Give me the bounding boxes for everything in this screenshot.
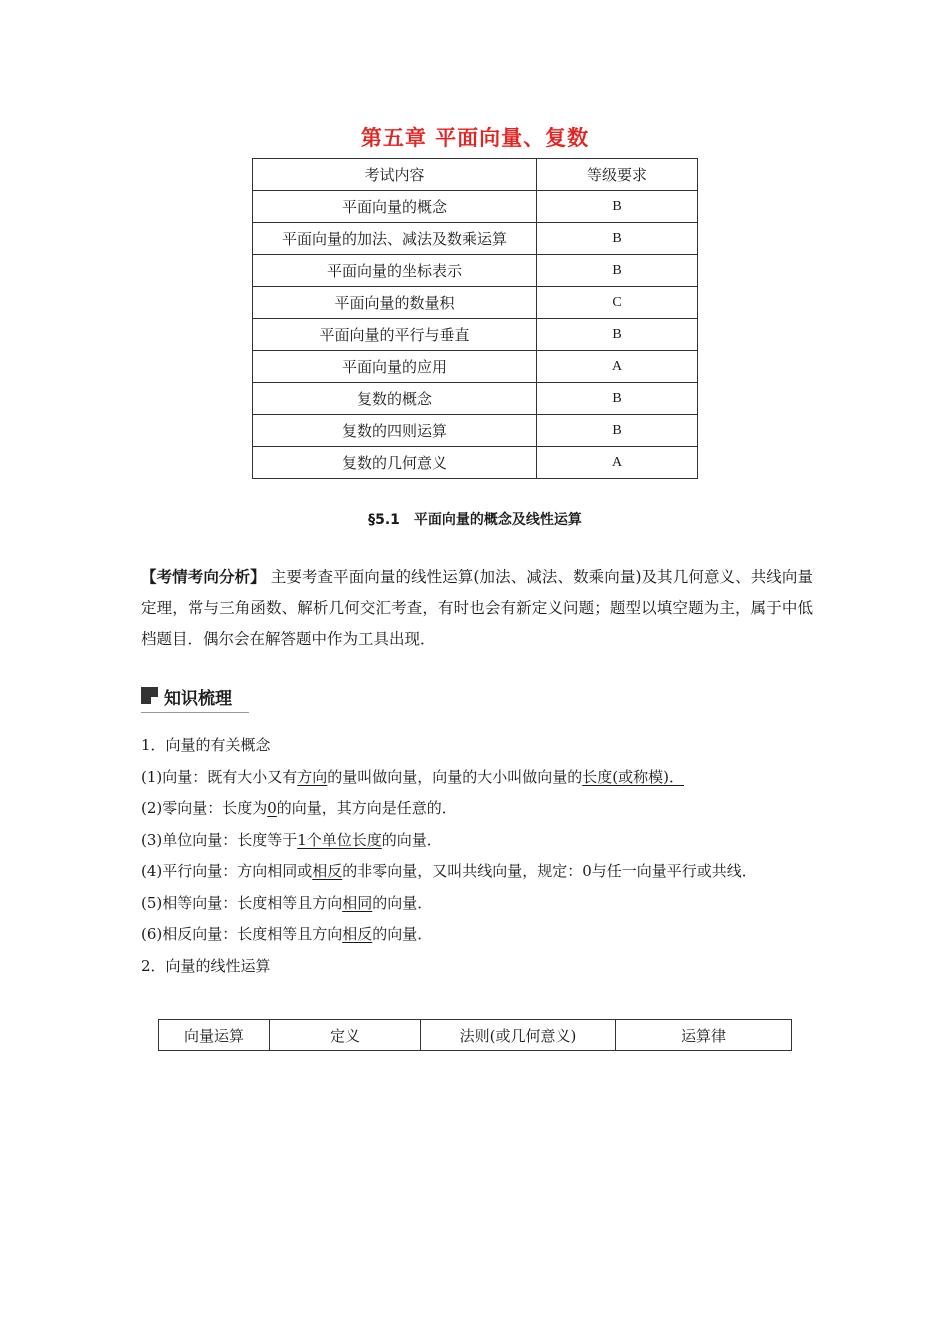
item-opposite-vector: (6)相反向量：长度相等且方向相反的向量． [141,925,433,943]
row-level: B [537,255,698,287]
table-row [253,415,698,447]
item-vector: (1)向量：既有大小又有方向的量叫做向量，向量的大小叫做向量的长度(或称模)． [141,767,684,786]
row-content: 复数的概念 [253,383,537,415]
item-equal-vector: (5)相等向量：长度相等且方向相同的向量． [141,893,433,912]
item-zero-vector: (2)零向量：长度为0的向量，其方向是任意的． [141,799,457,817]
knowledge-header [141,684,249,713]
row-level: C [537,287,698,319]
blank-answer: 相反 [342,925,373,943]
header-level: 等级要求 [537,159,698,191]
table-row [253,191,698,223]
row-content: 平面向量的数量积 [253,287,537,319]
blank-answer: 相反 [312,862,343,880]
blank-answer: 0 [267,799,277,817]
table-row [253,223,698,255]
table-row [253,287,698,319]
blank-answer: 长度(或称模)． [582,767,684,786]
row-content: 平面向量的坐标表示 [253,255,537,287]
heading-concepts: 1．向量的有关概念 [141,736,271,754]
item-unit-vector: (3)单位向量：长度等于1个单位长度的向量． [141,830,442,849]
row-content: 平面向量的应用 [253,351,537,383]
row-content: 复数的四则运算 [253,415,537,447]
square-bullet-icon [141,687,158,704]
heading-linear-ops: 2．向量的线性运算 [141,956,271,975]
analysis-lead: 【考情考向分析】 [141,568,266,586]
table-row [253,255,698,287]
header-rule: 法则(或几何意义) [421,1020,616,1051]
row-content: 复数的几何意义 [253,447,537,479]
table-header-row [253,159,698,191]
row-level: B [537,319,698,351]
row-level: B [537,223,698,255]
row-level: B [537,415,698,447]
table-row [253,351,698,383]
operations-table [158,1019,792,1051]
knowledge-title: 知识梳理 [164,689,232,709]
blank-answer: 相同 [342,893,373,912]
row-content: 平面向量的平行与垂直 [253,319,537,351]
table-row [253,447,698,479]
row-level: A [537,447,698,479]
header-operation: 向量运算 [159,1020,270,1051]
blank-answer: 方向 [297,767,328,786]
header-content: 考试内容 [253,159,537,191]
row-level: B [537,383,698,415]
exam-analysis [141,562,813,655]
row-content: 平面向量的概念 [253,191,537,223]
row-level: B [537,191,698,223]
chapter-title: 第五章 平面向量、复数 [360,126,590,150]
row-level: A [537,351,698,383]
table-row [253,319,698,351]
requirements-table [252,158,698,479]
knowledge-body [141,730,813,982]
section-title: §5.1 平面向量的概念及线性运算 [368,512,582,528]
item-parallel-vector: (4)平行向量：方向相同或相反的非零向量，又叫共线向量，规定：0与任一向量平行或共线． [141,862,757,880]
table-row [253,383,698,415]
table-header-row [159,1020,792,1051]
header-law: 运算律 [616,1020,792,1051]
blank-answer: 1个单位长度 [297,830,382,849]
row-content: 平面向量的加法、减法及数乘运算 [253,223,537,255]
analysis-text: 主要考查平面向量的线性运算(加法、减法、数乘向量)及其几何意义、共线向量定理，常与三角函数、解析几何交汇考查，有时也会有新定义问题；题型以填空题为主，属于中低档题目．偶尔会在解答题中作为工具出现． [141,568,813,648]
header-definition: 定义 [270,1020,421,1051]
